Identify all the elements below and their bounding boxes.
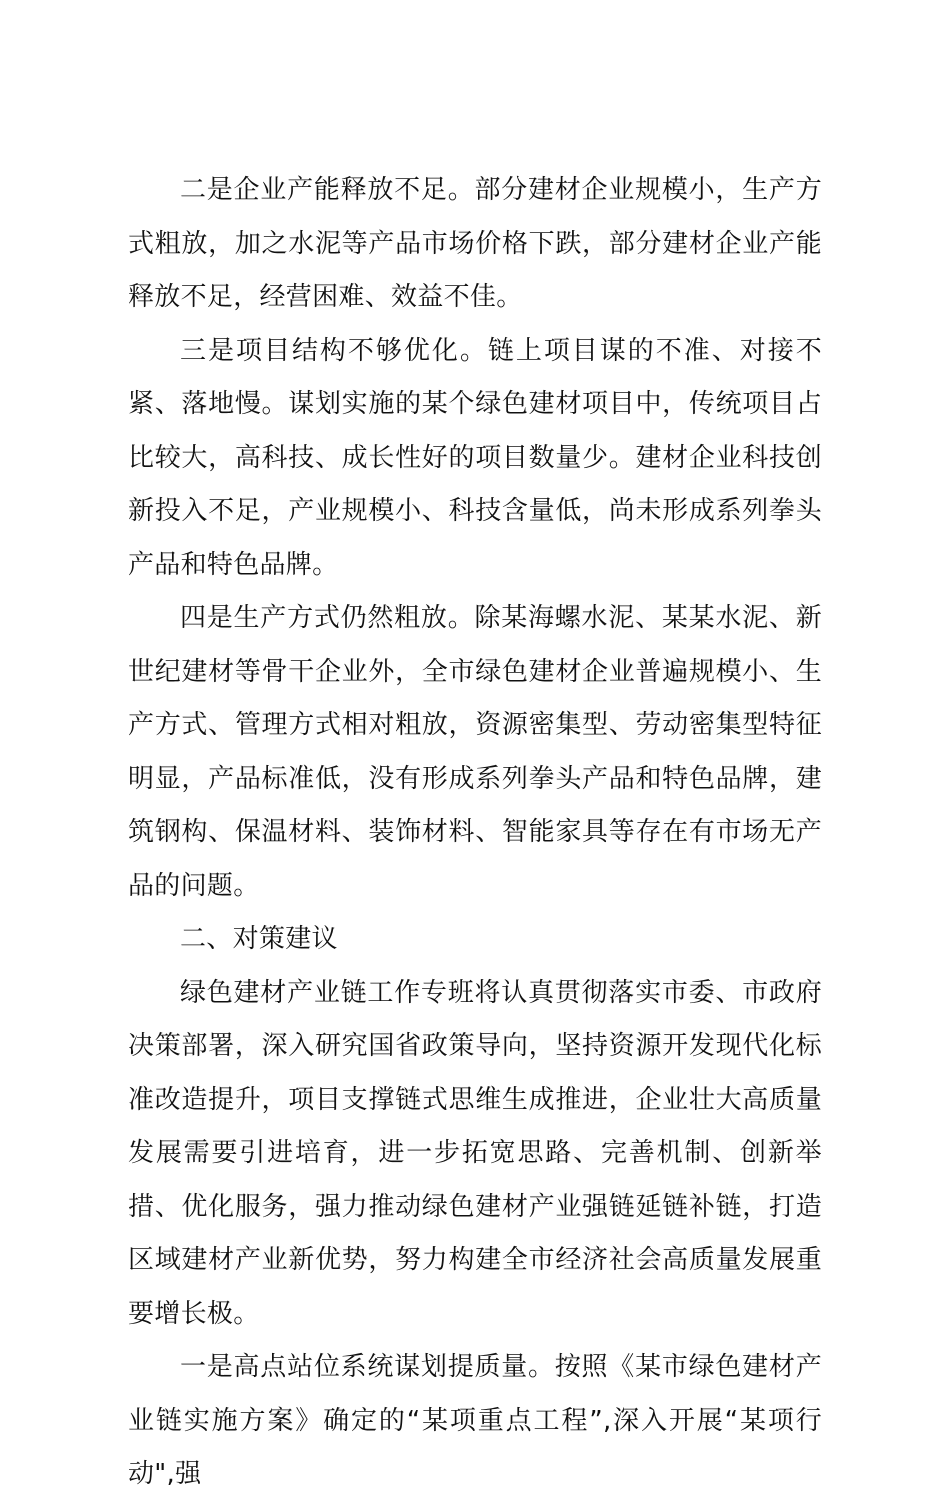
paragraph-capacity-release: 二是企业产能释放不足。部分建材企业规模小，生产方式粗放，加之水泥等产品市场价格下跌，部分建材企业产能释放不足，经营困难、效益不佳。 [128,175,822,312]
paragraph-production-mode: 四是生产方式仍然粗放。除某海螺水泥、某某水泥、新世纪建材等骨干企业外，全市绿色建材企业普遍规模小、生产方式、管理方式相对粗放，资源密集型、劳动密集型特征明显，产品标准低，没有形成系列拳头产品和特色品牌，建筑钢构、保温材料、装饰材料、智能家具等存在有市场无产品的问题。 [128,603,822,901]
paragraph-work-team-plan: 绿色建材产业链工作专班将认真贯彻落实市委、市政府决策部署，深入研究国省政策导向，坚持资源开发现代化标准改造提升，项目支撑链式思维生成推进，企业壮大高质量发展需要引进培育，进一步拓宽思路、完善机制、创新举措、优化服务，强力推动绿色建材产业强链延链补链，打造区域建材产业新优势，努力构建全市经济社会高质量发展重要增长极。 [128,977,822,1329]
paragraph-high-level-planning: 一是高点站位系统谋划提质量。按照《某市绿色建材产业链实施方案》确定的“某项重点工程”,深入开展“某项行动",强 [128,1352,822,1489]
paragraph-project-structure: 三是项目结构不够优化。链上项目谋的不准、对接不紧、落地慢。谋划实施的某个绿色建材项目中，传统项目占比较大，高科技、成长性好的项目数量少。建材企业科技创新投入不足，产业规模小、科技含量低，尚未形成系列拳头产品和特色品牌。 [128,335,822,580]
document-body [128,164,822,1502]
section-heading-countermeasures: 二、对策建议 [180,924,338,954]
